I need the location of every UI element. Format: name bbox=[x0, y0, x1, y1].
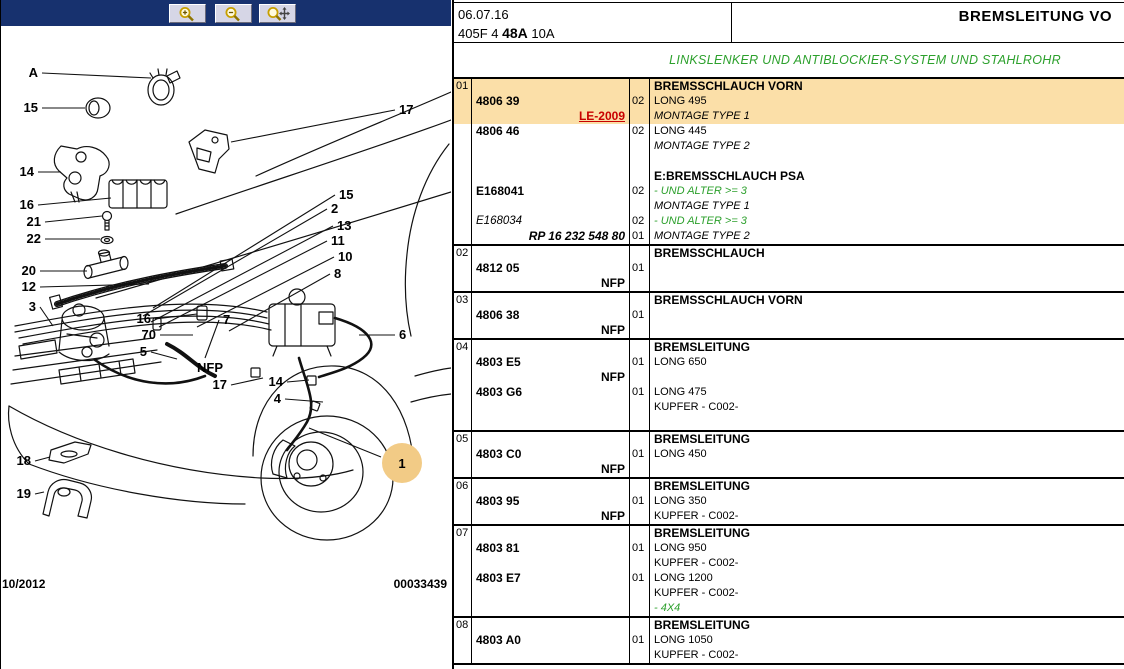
diagram-callout-13[interactable] bbox=[151, 218, 351, 322]
diagram-callout-4[interactable] bbox=[274, 391, 323, 406]
svg-text:NFP: NFP bbox=[197, 360, 223, 375]
ref-cell: 04 bbox=[454, 340, 472, 355]
description-cell: LONG 475 bbox=[654, 386, 707, 398]
qty-cell: 02 bbox=[630, 124, 650, 139]
ref-cell bbox=[454, 169, 472, 184]
svg-text:11: 11 bbox=[331, 233, 345, 248]
part-number-cell[interactable]: E168041 bbox=[472, 184, 630, 199]
part-number-cell bbox=[472, 601, 630, 616]
parts-block-01 bbox=[454, 79, 1124, 246]
ref-cell bbox=[454, 462, 472, 477]
ref-cell: 01 bbox=[454, 79, 472, 94]
part-number-cell bbox=[472, 293, 630, 308]
qty-cell: 01 bbox=[630, 447, 650, 462]
qty-cell bbox=[630, 199, 650, 214]
ref-cell bbox=[454, 184, 472, 199]
qty-cell bbox=[630, 509, 650, 524]
parts-block-02 bbox=[454, 246, 1124, 293]
description-cell: LONG 650 bbox=[654, 356, 707, 368]
ref-cell bbox=[454, 261, 472, 276]
ref-cell bbox=[454, 385, 472, 400]
qty-cell bbox=[630, 109, 650, 124]
description-cell: KUPFER - C002- bbox=[654, 587, 739, 599]
part-number-cell[interactable]: 4803 81 bbox=[472, 541, 630, 556]
description-cell bbox=[650, 415, 1124, 430]
svg-text:A: A bbox=[28, 65, 38, 80]
svg-text:10: 10 bbox=[338, 249, 353, 264]
ref-cell: 02 bbox=[454, 246, 472, 261]
svg-text:3: 3 bbox=[28, 299, 36, 314]
ref-cell bbox=[454, 400, 472, 415]
ref-cell bbox=[454, 276, 472, 291]
part-number-cell[interactable]: 4803 A0 bbox=[472, 633, 630, 648]
qty-cell bbox=[630, 400, 650, 415]
part-number-cell[interactable]: NFP bbox=[472, 323, 630, 338]
diagram-callout-17[interactable] bbox=[213, 377, 263, 392]
svg-text:16: 16 bbox=[136, 311, 151, 326]
zoom-pan-icon bbox=[265, 6, 291, 22]
zoom-out-icon bbox=[222, 6, 246, 22]
zoom-pan-button[interactable] bbox=[259, 4, 296, 23]
ref-cell bbox=[454, 323, 472, 338]
part-number-cell bbox=[472, 432, 630, 447]
ref-cell bbox=[454, 229, 472, 244]
ref-cell bbox=[454, 214, 472, 229]
diagram-number: 00033439 bbox=[393, 577, 447, 591]
part-number-cell bbox=[472, 400, 630, 415]
description-cell: MONTAGE TYPE 1 bbox=[650, 109, 1124, 124]
description-cell bbox=[650, 276, 1124, 291]
part-number-cell[interactable]: 4803 E5 bbox=[472, 355, 630, 370]
parts-block-04 bbox=[454, 340, 1124, 432]
ref-cell bbox=[454, 586, 472, 601]
description-cell: LONG 445 bbox=[654, 125, 707, 137]
description-cell: MONTAGE TYPE 2 bbox=[654, 230, 750, 242]
qty-cell bbox=[630, 370, 650, 385]
variant-subtitle: LINKSLENKER UND ANTIBLOCKIER-SYSTEM UND STAHLROHR bbox=[669, 53, 1061, 67]
qty-cell: 01 bbox=[630, 355, 650, 370]
qty-cell bbox=[630, 139, 650, 154]
description-cell: MONTAGE TYPE 1 bbox=[654, 200, 750, 212]
diagram-callout-1[interactable] bbox=[309, 428, 422, 483]
qty-cell: 01 bbox=[630, 385, 650, 400]
zoom-out-button[interactable] bbox=[215, 4, 252, 23]
part-number-cell bbox=[472, 556, 630, 571]
ref-cell bbox=[454, 509, 472, 524]
part-number-cell[interactable]: 4806 46 bbox=[472, 124, 630, 139]
svg-text:2: 2 bbox=[331, 201, 339, 216]
diagram-callout-17[interactable] bbox=[231, 102, 413, 142]
ref-cell bbox=[454, 94, 472, 109]
part-number-cell bbox=[472, 618, 630, 633]
qty-cell: 01 bbox=[630, 261, 650, 276]
diagram-callout-6[interactable] bbox=[359, 327, 406, 342]
diagram-callout-14[interactable] bbox=[269, 374, 309, 389]
qty-cell bbox=[630, 340, 650, 355]
svg-text:14: 14 bbox=[19, 164, 34, 179]
qty-cell bbox=[630, 415, 650, 430]
svg-text:1: 1 bbox=[398, 456, 406, 471]
diagram-pane bbox=[0, 0, 450, 669]
qty-cell bbox=[630, 323, 650, 338]
description-cell: - 4X4 bbox=[654, 602, 681, 614]
svg-text:20: 20 bbox=[21, 263, 36, 278]
description-cell: KUPFER - C002- bbox=[654, 510, 739, 522]
part-number-cell[interactable]: 4803 95 bbox=[472, 494, 630, 509]
ref-cell: 03 bbox=[454, 293, 472, 308]
header-catalog-code: 405F 4 48A 10A bbox=[458, 25, 555, 41]
part-number-cell bbox=[472, 169, 630, 184]
qty-cell bbox=[630, 556, 650, 571]
ref-cell bbox=[454, 447, 472, 462]
svg-text:7: 7 bbox=[223, 312, 231, 327]
part-number-cell[interactable]: 4803 E7 bbox=[472, 571, 630, 586]
ref-cell bbox=[454, 601, 472, 616]
part-number-cell bbox=[472, 526, 630, 541]
qty-cell bbox=[630, 79, 650, 94]
description-cell: BREMSLEITUNG bbox=[654, 432, 750, 446]
qty-cell bbox=[630, 618, 650, 633]
diagram-callout-14[interactable] bbox=[20, 164, 61, 179]
parts-block-05 bbox=[454, 432, 1124, 479]
qty-cell bbox=[630, 246, 650, 261]
description-cell bbox=[650, 154, 1124, 169]
qty-cell: 02 bbox=[630, 184, 650, 199]
ref-cell bbox=[454, 154, 472, 169]
description-cell bbox=[650, 462, 1124, 477]
ref-cell bbox=[454, 124, 472, 139]
description-cell: BREMSSCHLAUCH VORN bbox=[654, 293, 803, 307]
header-date: 06.07.16 bbox=[458, 7, 509, 22]
description-cell: KUPFER - C002- bbox=[654, 401, 739, 413]
description-cell: KUPFER - C002- bbox=[654, 649, 739, 661]
description-cell: BREMSSCHLAUCH VORN bbox=[650, 79, 1124, 94]
svg-text:17: 17 bbox=[212, 377, 227, 392]
diagram-toolbar bbox=[1, 0, 451, 26]
page-header bbox=[454, 2, 1124, 43]
qty-cell bbox=[630, 462, 650, 477]
part-number-cell bbox=[472, 586, 630, 601]
part-number-cell[interactable]: 4812 05 bbox=[472, 261, 630, 276]
ref-cell bbox=[454, 355, 472, 370]
svg-text:12: 12 bbox=[21, 279, 36, 294]
svg-text:17: 17 bbox=[399, 102, 414, 117]
ref-cell bbox=[454, 370, 472, 385]
qty-cell: 01 bbox=[630, 541, 650, 556]
qty-cell bbox=[630, 293, 650, 308]
parts-block-03 bbox=[454, 293, 1124, 340]
diagram-callout-15[interactable] bbox=[24, 100, 85, 115]
ref-cell bbox=[454, 199, 472, 214]
parts-diagram bbox=[1, 26, 451, 591]
ref-cell: 07 bbox=[454, 526, 472, 541]
part-number-cell[interactable]: LE-2009 bbox=[472, 109, 630, 124]
description-cell: BREMSLEITUNG bbox=[654, 618, 750, 632]
description-cell: MONTAGE TYPE 2 bbox=[654, 140, 750, 152]
qty-cell bbox=[630, 154, 650, 169]
qty-cell bbox=[630, 276, 650, 291]
diagram-callout-NFP[interactable] bbox=[197, 360, 223, 375]
part-number-cell bbox=[472, 154, 630, 169]
description-cell: LONG 495 bbox=[650, 94, 1124, 109]
qty-cell bbox=[630, 479, 650, 494]
description-cell: LONG 450 bbox=[654, 448, 707, 460]
qty-cell: 01 bbox=[630, 308, 650, 323]
svg-text:8: 8 bbox=[334, 266, 342, 281]
ref-cell bbox=[454, 308, 472, 323]
qty-cell: 01 bbox=[630, 229, 650, 244]
diagram-callout-70[interactable] bbox=[142, 327, 193, 342]
description-cell: LONG 350 bbox=[654, 495, 707, 507]
diagram-callout-16[interactable] bbox=[20, 197, 111, 212]
parts-list-pane bbox=[452, 0, 1124, 669]
part-number-cell bbox=[472, 199, 630, 214]
ref-cell bbox=[454, 633, 472, 648]
ref-cell bbox=[454, 139, 472, 154]
ref-cell bbox=[454, 494, 472, 509]
svg-text:6: 6 bbox=[399, 327, 407, 342]
parts-block-08 bbox=[454, 618, 1124, 665]
diagram-date: 10/2012 bbox=[2, 577, 46, 591]
header-info-cell bbox=[454, 3, 732, 42]
svg-text:13: 13 bbox=[337, 218, 352, 233]
parts-block-06 bbox=[454, 479, 1124, 526]
ref-cell: 06 bbox=[454, 479, 472, 494]
diagram-callout-19[interactable] bbox=[17, 486, 44, 501]
ref-cell bbox=[454, 571, 472, 586]
part-number-cell[interactable]: 4803 C0 bbox=[472, 447, 630, 462]
part-number-cell bbox=[472, 648, 630, 663]
diagram-callout-22[interactable] bbox=[27, 231, 100, 246]
part-number-cell bbox=[472, 340, 630, 355]
ref-cell: 08 bbox=[454, 618, 472, 633]
qty-cell: 01 bbox=[630, 494, 650, 509]
qty-cell bbox=[630, 601, 650, 616]
ref-cell: 05 bbox=[454, 432, 472, 447]
parts-block-07 bbox=[454, 526, 1124, 618]
part-number-cell bbox=[472, 246, 630, 261]
description-cell: BREMSLEITUNG bbox=[654, 526, 750, 540]
diagram-callout-3[interactable] bbox=[29, 299, 53, 326]
svg-text:19: 19 bbox=[16, 486, 31, 501]
part-number-cell bbox=[472, 139, 630, 154]
diagram-callout-21[interactable] bbox=[27, 214, 102, 229]
zoom-in-button[interactable] bbox=[169, 4, 206, 23]
ref-cell bbox=[454, 109, 472, 124]
svg-text:21: 21 bbox=[26, 214, 41, 229]
description-cell: LONG 1050 bbox=[654, 634, 713, 646]
part-number-cell[interactable]: NFP bbox=[472, 462, 630, 477]
svg-text:18: 18 bbox=[16, 453, 31, 468]
qty-cell: 01 bbox=[630, 571, 650, 586]
description-cell: - UND ALTER >= 3 bbox=[654, 215, 747, 227]
ref-cell bbox=[454, 648, 472, 663]
description-cell: KUPFER - C002- bbox=[654, 557, 739, 569]
diagram-callout-A[interactable] bbox=[29, 65, 151, 80]
part-number-cell[interactable]: NFP bbox=[472, 509, 630, 524]
description-cell: BREMSLEITUNG bbox=[654, 479, 750, 493]
part-number-cell[interactable]: NFP bbox=[472, 276, 630, 291]
svg-text:22: 22 bbox=[26, 231, 41, 246]
part-number-cell[interactable]: RP 16 232 548 80 bbox=[472, 229, 630, 244]
diagram-callout-7[interactable] bbox=[205, 312, 230, 358]
svg-text:14: 14 bbox=[268, 374, 283, 389]
description-cell: BREMSSCHLAUCH bbox=[654, 246, 765, 260]
description-cell: LONG 950 bbox=[654, 542, 707, 554]
part-number-cell bbox=[472, 479, 630, 494]
qty-cell: 02 bbox=[630, 94, 650, 109]
svg-text:16: 16 bbox=[19, 197, 34, 212]
zoom-in-icon bbox=[176, 6, 200, 22]
description-cell bbox=[650, 370, 1124, 385]
part-number-cell[interactable]: 4806 39 bbox=[472, 94, 630, 109]
description-cell bbox=[650, 261, 1124, 276]
part-number-cell bbox=[472, 79, 630, 94]
svg-text:70: 70 bbox=[141, 327, 156, 342]
ref-cell bbox=[454, 556, 472, 571]
qty-cell bbox=[630, 586, 650, 601]
page-title: BREMSLEITUNG VO bbox=[958, 8, 1112, 25]
svg-text:4: 4 bbox=[273, 391, 281, 406]
ref-cell bbox=[454, 415, 472, 430]
description-cell bbox=[650, 308, 1124, 323]
description-cell bbox=[650, 323, 1124, 338]
svg-text:15: 15 bbox=[339, 187, 354, 202]
description-cell: E:BREMSSCHLAUCH PSA bbox=[654, 169, 805, 183]
qty-cell bbox=[630, 169, 650, 184]
part-number-cell[interactable]: 4803 G6 bbox=[472, 385, 630, 400]
parts-table bbox=[454, 77, 1124, 665]
diagram-callout-15[interactable] bbox=[153, 187, 353, 308]
diagram-callout-2[interactable] bbox=[143, 201, 338, 316]
svg-text:5: 5 bbox=[139, 344, 147, 359]
part-number-cell bbox=[472, 415, 630, 430]
description-cell: - UND ALTER >= 3 bbox=[654, 185, 747, 197]
part-number-cell[interactable]: E168034 bbox=[472, 214, 630, 229]
description-cell: LONG 1200 bbox=[654, 572, 713, 584]
qty-cell bbox=[630, 432, 650, 447]
ref-cell bbox=[454, 541, 472, 556]
qty-cell bbox=[630, 526, 650, 541]
description-cell: BREMSLEITUNG bbox=[654, 340, 750, 354]
part-number-cell[interactable]: 4806 38 bbox=[472, 308, 630, 323]
qty-cell bbox=[630, 648, 650, 663]
part-number-cell[interactable]: NFP bbox=[472, 370, 630, 385]
qty-cell: 02 bbox=[630, 214, 650, 229]
qty-cell: 01 bbox=[630, 633, 650, 648]
diagram-callout-20[interactable] bbox=[22, 263, 87, 278]
svg-text:15: 15 bbox=[23, 100, 38, 115]
